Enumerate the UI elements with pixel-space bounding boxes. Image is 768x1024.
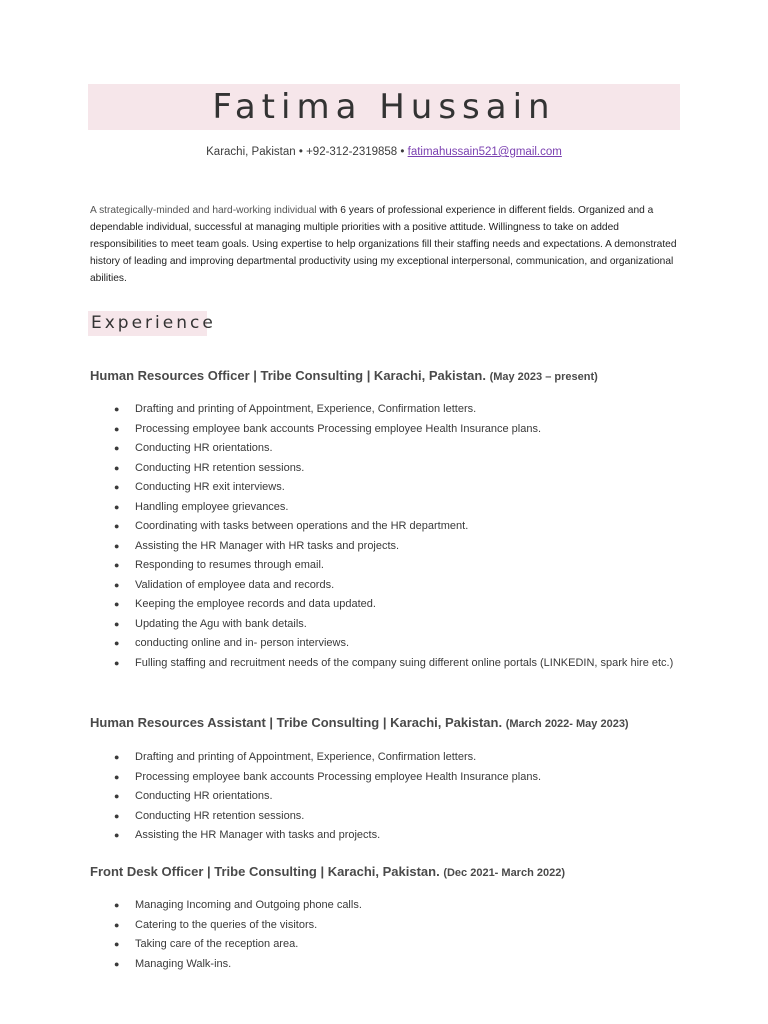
duty-text: Coordinating with tasks between operations and the HR department. (135, 520, 469, 532)
duty-text: Conducting HR exit interviews. (135, 481, 285, 493)
bullet-icon: ● (114, 752, 120, 762)
bullet-icon: ● (114, 560, 120, 570)
duty-text: Fulling staffing and recruitment needs of the company suing different online portals (LINKEDIN, spark hire etc.) (135, 656, 674, 669)
duty-list (90, 400, 690, 673)
job-dates: (May 2023 – present) (489, 371, 598, 383)
duty-text: Catering to the queries of the visitors. (135, 918, 318, 931)
duty-item (90, 748, 690, 768)
bullet-icon: ● (114, 810, 120, 821)
duty-item (90, 400, 690, 420)
duty-text: Drafting and printing of Appointment, Experience, Confirmation letters. (135, 751, 477, 763)
duty-item (90, 634, 690, 654)
duty-item (90, 595, 690, 615)
job-dates: (March 2022- May 2023) (505, 718, 629, 730)
separator: • (298, 146, 303, 158)
bullet-icon: ● (114, 579, 120, 590)
bullet-icon: ● (114, 462, 120, 473)
duty-item (90, 787, 690, 807)
duty-text: Managing Walk-ins. (135, 957, 232, 970)
bullet-icon: ● (114, 657, 120, 668)
job-heading (90, 715, 690, 730)
duty-text: Processing employee bank accounts Processing employee Health Insurance plans. (135, 770, 542, 783)
duty-list (90, 896, 690, 974)
summary-text: with 6 years of professional experience in different fields. Organized and a dependable individual, successful at managing multiple priorities with a positive attitude. Willingness to take on added responsibilities to meet team goals. Using expertise to help organizations fill their staffing needs and expectations. A demonstrated history of leading and improving departmental productivity using my exceptional interpersonal, communication, and organizational abilities. (90, 205, 677, 284)
duty-item (90, 896, 690, 916)
job-heading (90, 864, 690, 879)
bullet-icon: ● (114, 540, 120, 551)
duty-text: Keeping the employee records and data updated. (135, 598, 376, 610)
duty-text: Drafting and printing of Appointment, Experience, Confirmation letters. (135, 403, 477, 415)
duty-text: Taking care of the reception area. (135, 938, 299, 950)
candidate-name: Fatima Hussain (212, 87, 556, 127)
bullet-icon: ● (114, 939, 120, 949)
duty-item (90, 916, 690, 936)
duty-text: Assisting the HR Manager with HR tasks and projects. (135, 539, 400, 552)
professional-summary (90, 202, 680, 287)
phone: +92-312-2319858 (306, 146, 398, 158)
separator: • (400, 146, 405, 158)
duty-text: Updating the Agu with bank details. (135, 617, 307, 630)
bullet-icon: ● (114, 443, 120, 453)
duty-text: Assisting the HR Manager with tasks and projects. (135, 829, 381, 841)
job-dates: (Dec 2021- March 2022) (443, 867, 565, 879)
job-title: Human Resources Assistant | Tribe Consulting | Karachi, Pakistan. (90, 715, 503, 730)
bullet-icon: ● (114, 638, 120, 648)
duty-item (90, 807, 690, 827)
duty-text: Conducting HR retention sessions. (135, 461, 305, 474)
bullet-icon: ● (114, 830, 120, 840)
duty-item (90, 459, 690, 479)
duty-text: Processing employee bank accounts Processing employee Health Insurance plans. (135, 422, 542, 435)
duty-item (90, 935, 690, 955)
duty-item (90, 768, 690, 788)
bullet-icon: ● (114, 521, 120, 531)
bullet-icon: ● (114, 771, 120, 782)
bullet-icon: ● (114, 482, 120, 492)
section-title-experience: Experience (91, 313, 216, 333)
duty-item (90, 517, 690, 537)
bullet-icon: ● (114, 501, 120, 512)
duty-item (90, 556, 690, 576)
bullet-icon: ● (114, 599, 120, 609)
duty-item (90, 826, 690, 846)
contact-line (88, 146, 680, 158)
duty-item (90, 654, 690, 674)
location: Karachi, Pakistan (206, 146, 296, 158)
duty-item (90, 439, 690, 459)
duty-text: Responding to resumes through email. (135, 559, 324, 571)
bullet-icon: ● (114, 618, 120, 629)
duty-item (90, 615, 690, 635)
job-title: Human Resources Officer | Tribe Consulting | Karachi, Pakistan. (90, 368, 486, 383)
job-title: Front Desk Officer | Tribe Consulting | Karachi, Pakistan. (90, 864, 440, 879)
summary-lead: A strategically-minded and hard-working individual (90, 205, 317, 216)
bullet-icon: ● (114, 919, 120, 930)
bullet-icon: ● (114, 958, 120, 969)
duty-item (90, 478, 690, 498)
email-link[interactable]: fatimahussain521@gmail.com (407, 146, 562, 158)
duty-item (90, 955, 690, 975)
duty-text: Handling employee grievances. (135, 500, 289, 513)
duty-text: Conducting HR orientations. (135, 790, 273, 802)
duty-item (90, 537, 690, 557)
duty-item (90, 498, 690, 518)
job-heading (90, 368, 690, 383)
duty-text: Conducting HR retention sessions. (135, 809, 305, 822)
duty-item (90, 576, 690, 596)
bullet-icon: ● (114, 900, 120, 910)
duty-text: conducting online and in- person interviews. (135, 637, 350, 649)
duty-text: Conducting HR orientations. (135, 442, 273, 454)
duty-list (90, 748, 690, 846)
bullet-icon: ● (114, 423, 120, 434)
bullet-icon: ● (114, 404, 120, 414)
duty-text: Managing Incoming and Outgoing phone calls. (135, 899, 362, 911)
duty-item (90, 420, 690, 440)
duty-text: Validation of employee data and records. (135, 578, 335, 591)
bullet-icon: ● (114, 791, 120, 801)
